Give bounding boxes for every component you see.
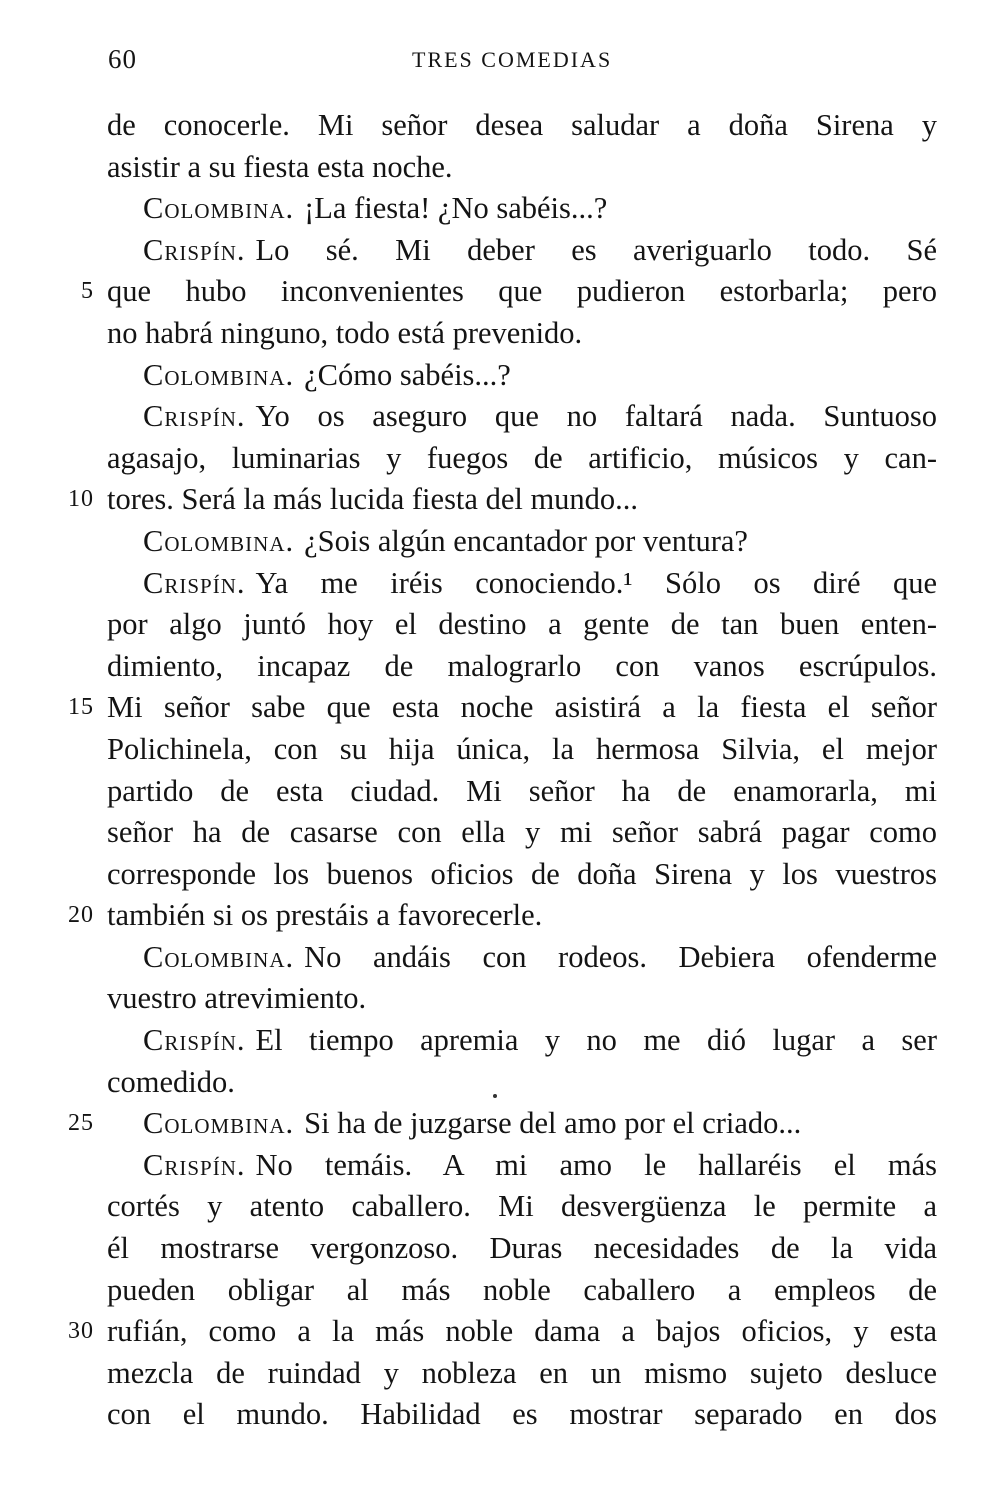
line-text	[107, 1311, 937, 1353]
line-text	[107, 479, 937, 521]
line-text	[107, 105, 937, 147]
speaker-name: Crispín.	[143, 565, 246, 600]
speaker-name: Colombina.	[143, 1106, 295, 1141]
text-line	[0, 1353, 1000, 1395]
line-text	[107, 895, 937, 937]
line-text	[107, 1186, 937, 1228]
text-line	[0, 937, 1000, 979]
text-line	[0, 479, 1000, 521]
speaker-name: Crispín.	[143, 1147, 246, 1182]
line-content: también si os prestáis a favorecerle.	[107, 898, 543, 933]
text-line	[0, 1311, 1000, 1353]
line-content: vuestro atrevimiento.	[107, 981, 367, 1016]
text-line	[0, 230, 1000, 272]
speaker-name: Crispín.	[143, 399, 246, 434]
text-line	[0, 271, 1000, 313]
line-content: con el mundo. Habilidad es mostrar separado en dos	[107, 1397, 937, 1432]
line-text	[107, 687, 937, 729]
line-number: 15	[68, 694, 94, 721]
line-text	[143, 396, 937, 438]
line-text	[107, 313, 937, 355]
line-text	[107, 1353, 937, 1395]
line-content: asistir a su fiesta esta noche.	[107, 149, 453, 184]
line-content: no habrá ninguno, todo está prevenido.	[107, 315, 583, 350]
line-text	[107, 147, 937, 189]
line-number: 25	[68, 1110, 94, 1137]
line-content: ¡La fiesta! ¿No sabéis...?	[304, 191, 608, 226]
line-text	[107, 729, 937, 771]
line-text	[107, 854, 937, 896]
line-number: 10	[68, 486, 94, 513]
ink-speck	[493, 1094, 497, 1098]
line-text	[107, 1270, 937, 1312]
line-number: 30	[68, 1318, 94, 1345]
text-line	[0, 1062, 1000, 1104]
line-text	[107, 271, 937, 313]
speaker-name: Crispín.	[143, 1023, 246, 1058]
line-text	[107, 1062, 937, 1104]
text-line	[0, 147, 1000, 189]
line-content: pueden obligar al más noble caballero a empleos de	[107, 1272, 937, 1307]
line-content: mezcla de ruindad y nobleza en un mismo sujeto desluce	[107, 1355, 937, 1390]
text-line	[0, 438, 1000, 480]
line-content: rufián, como a la más noble dama a bajos oficios, y esta	[107, 1314, 937, 1349]
text-line	[0, 978, 1000, 1020]
line-text	[143, 521, 937, 563]
line-text	[107, 978, 937, 1020]
line-content: Yo os aseguro que no faltará nada. Suntuoso	[255, 399, 937, 434]
speaker-name: Colombina.	[143, 191, 295, 226]
text-line	[0, 1228, 1000, 1270]
line-content: Si ha de juzgarse del amo por el criado...	[304, 1106, 802, 1141]
line-text	[143, 230, 937, 272]
text-line	[0, 105, 1000, 147]
line-text	[107, 646, 937, 688]
page-body	[0, 105, 1000, 1436]
text-line	[0, 563, 1000, 605]
text-line	[0, 1394, 1000, 1436]
line-content: cortés y atento caballero. Mi desvergüenza le permite a	[107, 1189, 937, 1224]
text-line	[0, 646, 1000, 688]
text-line	[0, 396, 1000, 438]
line-content: tores. Será la más lucida fiesta del mundo...	[107, 482, 639, 517]
line-content: El tiempo apremia y no me dió lugar a ser	[255, 1023, 937, 1058]
line-content: ¿Cómo sabéis...?	[304, 357, 511, 392]
line-content: ¿Sois algún encantador por ventura?	[304, 523, 748, 558]
line-text	[107, 812, 937, 854]
line-number: 20	[68, 902, 94, 929]
line-text	[107, 771, 937, 813]
line-content: No andáis con rodeos. Debiera ofenderme	[304, 939, 937, 974]
line-text	[107, 1228, 937, 1270]
text-line	[0, 854, 1000, 896]
page-number: 60	[108, 44, 137, 74]
speaker-name: Colombina.	[143, 523, 295, 558]
line-content: él mostrarse vergonzoso. Duras necesidades de la vida	[107, 1231, 937, 1266]
speaker-name: Colombina.	[143, 357, 295, 392]
line-content: agasajo, luminarias y fuegos de artificio, músicos y can-	[107, 440, 937, 475]
text-line	[0, 1020, 1000, 1062]
line-text	[143, 355, 937, 397]
line-content: que hubo inconvenientes que pudieron estorbarla; pero	[107, 274, 937, 309]
line-text	[143, 937, 937, 979]
line-content: de conocerle. Mi señor desea saludar a doña Sirena y	[107, 108, 937, 142]
line-content: comedido.	[107, 1064, 235, 1099]
line-text	[143, 188, 937, 230]
text-line	[0, 771, 1000, 813]
text-line	[0, 895, 1000, 937]
line-content: Mi señor sabe que esta noche asistirá a la fiesta el señor	[107, 690, 937, 725]
text-line	[0, 521, 1000, 563]
line-content: Polichinela, con su hija única, la hermosa Silvia, el mejor	[107, 731, 937, 766]
line-content: señor ha de casarse con ella y mi señor sabrá pagar como	[107, 815, 937, 850]
line-content: partido de esta ciudad. Mi señor ha de enamorarla, mi	[107, 773, 937, 808]
line-number: 5	[81, 278, 94, 305]
text-line	[0, 1145, 1000, 1187]
line-content: Ya me iréis conociendo.¹ Sólo os diré que	[255, 565, 937, 600]
text-line	[0, 355, 1000, 397]
line-content: Lo sé. Mi deber es averiguarlo todo. Sé	[255, 232, 937, 267]
line-text	[143, 1020, 937, 1062]
line-content: dimiento, incapaz de malograrlo con vanos escrúpulos.	[107, 648, 937, 683]
line-text	[143, 1145, 937, 1187]
text-line	[0, 1103, 1000, 1145]
line-text	[107, 438, 937, 480]
line-text	[107, 604, 937, 646]
text-line	[0, 729, 1000, 771]
page-header	[0, 44, 1000, 84]
line-text	[143, 1103, 937, 1145]
text-line	[0, 812, 1000, 854]
running-title: TRES COMEDIAS	[412, 47, 613, 72]
text-line	[0, 188, 1000, 230]
text-line	[0, 1270, 1000, 1312]
text-line	[0, 313, 1000, 355]
text-line	[0, 604, 1000, 646]
line-content: corresponde los buenos oficios de doña Sirena y los vuestros	[107, 856, 937, 891]
text-line	[0, 1186, 1000, 1228]
line-content: por algo juntó hoy el destino a gente de tan buen enten-	[107, 607, 937, 642]
speaker-name: Crispín.	[143, 232, 246, 267]
line-content: No temáis. A mi amo le hallaréis el más	[255, 1147, 937, 1182]
line-text	[107, 1394, 937, 1436]
speaker-name: Colombina.	[143, 939, 295, 974]
line-text	[143, 563, 937, 605]
text-line	[0, 687, 1000, 729]
